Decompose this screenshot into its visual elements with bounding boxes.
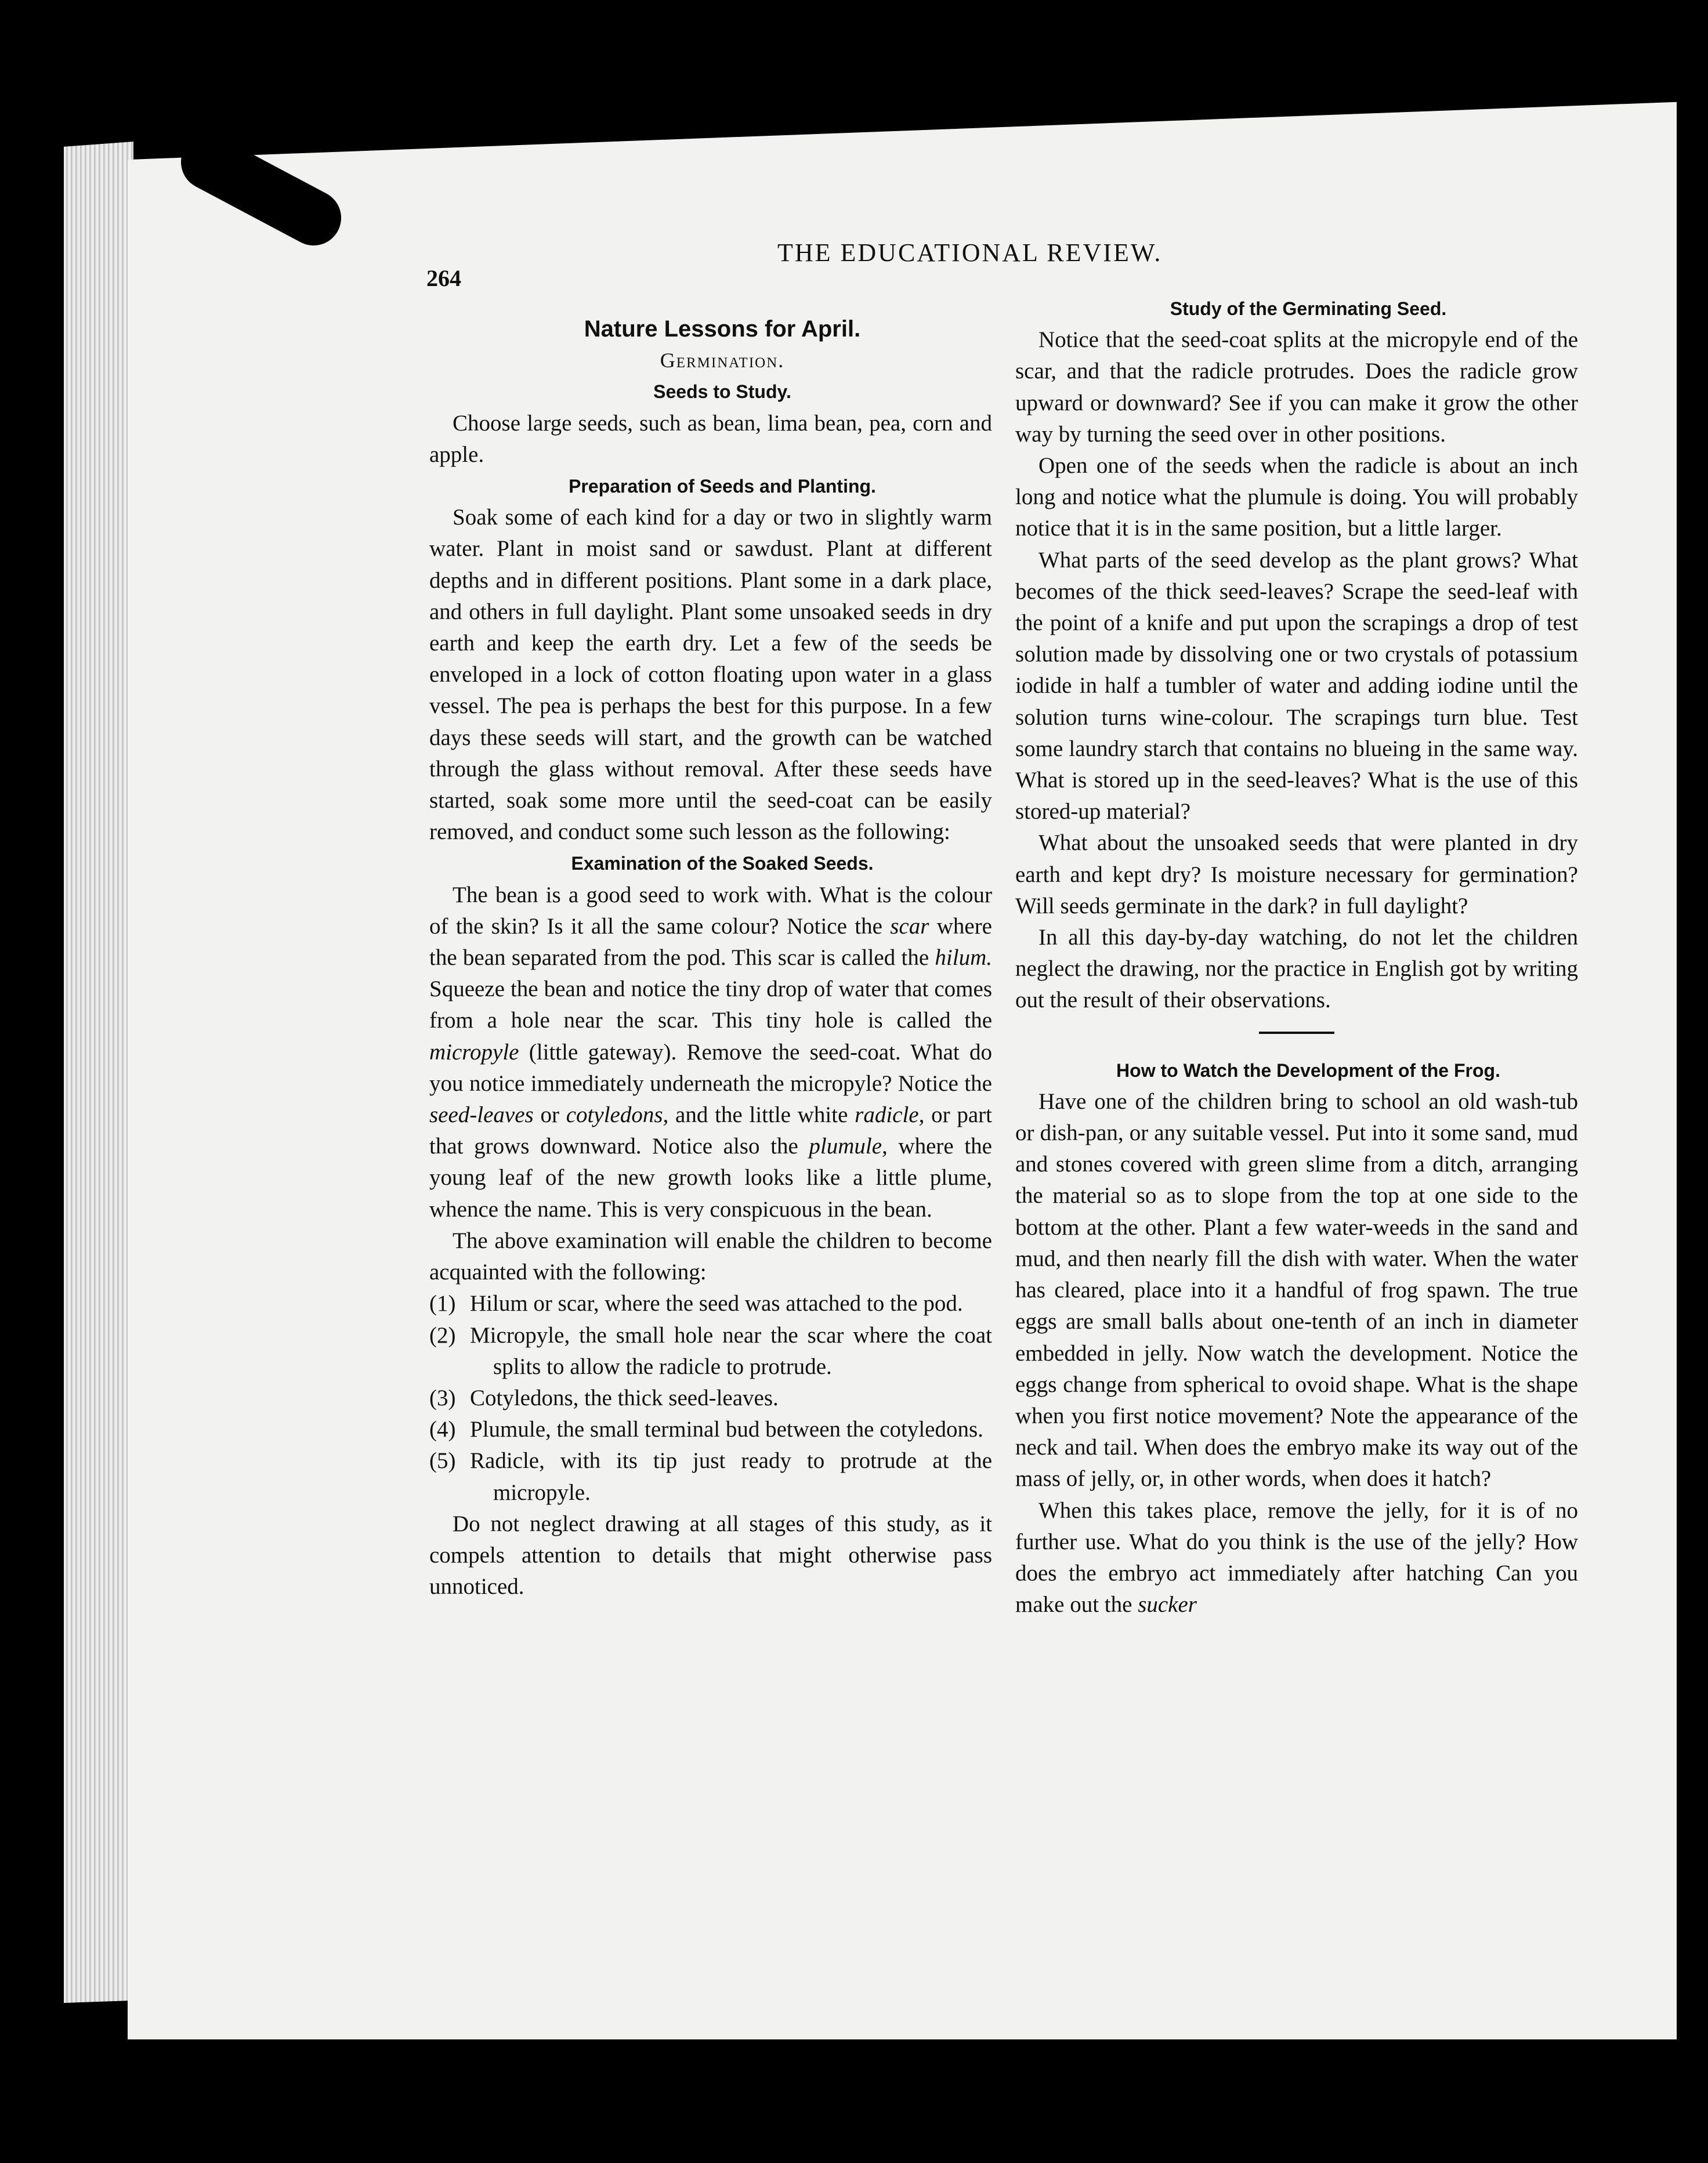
paragraph: Soak some of each kind for a day or two in slightly warm water. Plant in moist sand or sawdust. Plant at different depths and in different positions. Plant some in a dark place, and others in full daylight. Plant some unsoaked seeds in dry earth and keep the earth dry. Let a few of the seeds be enveloped in a lock of cotton floating upon water in a glass vessel. The pea is perhaps the best for this purpose. In a few days these seeds will start, and the growth can be watched through the glass without removal. After these seeds have started, soak some more until the seed-coat can be easily removed, and conduct some such lesson as the following: — [429, 505, 992, 845]
list-item: (4) Plumule, the small terminal bud between the cotyledons. — [429, 1417, 983, 1442]
list-item: (2) Micropyle, the small hole near the scar where the coat splits to allow the radicle to protrude. — [429, 1322, 992, 1379]
article-title: Nature Lessons for April. — [584, 316, 861, 342]
paragraph: Have one of the children bring to school an old wash-tub or dish-pan, or any suitable vessel. Put into it some sand, mud and stones covered with green slime from a ditch, arranging the material so as to slope from the top at one side to the bottom at the other. Plant a few water-weeds in the sand and mud, and then nearly fill the dish with water. When the water has cleared, place into it a handful of frog spawn. The true eggs are small balls about one-tenth of an inch in diameter embedded in jelly. Now watch the development. Notice the eggs change from spherical to ovoid shape. What is the shape when you first notice movement? Note the appearance of the neck and tail. When does the embryo make its way out of the mass of jelly, or, in other words, when does it hatch? — [1015, 1088, 1578, 1492]
article-subtitle: Germination. — [660, 349, 785, 372]
section-heading: How to Watch the Development of the Frog. — [1116, 1059, 1500, 1081]
section-heading: Seeds to Study. — [653, 381, 791, 403]
section-divider — [1259, 1032, 1334, 1034]
paragraph: Do not neglect drawing at all stages of this study, as it compels attention to details that might otherwise pass unnoticed. — [429, 1511, 992, 1600]
paragraph: Choose large seeds, such as bean, lima bean, pea, corn and apple. — [429, 410, 992, 467]
paragraph: The above examination will enable the children to become acquainted with the following: — [429, 1228, 992, 1285]
scan-border — [1677, 0, 1708, 2163]
list-item: (5) Radicle, with its tip just ready to protrude at the micropyle. — [429, 1448, 992, 1505]
book-page-edges — [64, 132, 133, 2003]
paragraph: In all this day-by-day watching, do not let the children neglect the drawing, nor the practice in English got by writing out the result of their observations. — [1015, 925, 1578, 1013]
section-heading: Study of the Germinating Seed. — [1170, 298, 1447, 319]
section-heading: Preparation of Seeds and Planting. — [569, 476, 876, 497]
paragraph: Open one of the seeds when the radicle is about an inch long and notice what the plumule is doing. You will probably notice that it is in the same position, but a little larger. — [1015, 453, 1578, 541]
page-header — [426, 238, 1590, 291]
section-heading: Examination of the Soaked Seeds. — [571, 853, 874, 874]
paragraph: What parts of the seed develop as the plant grows? What becomes of the thick seed-leaves? Scrape the seed-leaf with the point of a knife and put upon the scrapings a drop of test solution made by dissolving one or two crystals of potassium iodide in half a tumbler of water and adding iodine until the solution turns wine-colour. The scrapings turn blue. Test some laundry starch that contains no blueing in the same way. What is stored up in the seed-leaves? What is the use of this stored-up material? — [1015, 547, 1578, 824]
page-number: 264 — [426, 265, 461, 291]
left-column — [429, 313, 992, 1603]
paragraph: The bean is a good seed to work with. What is the colour of the skin? Is it all the same colour? Notice the scar where the bean separated from the pod. This scar is called the hilum. Squeeze the bean and notice the tiny drop of water that comes from a hole near the scar. This tiny hole is called the micropyle (little gateway). Remove the seed-coat. What do you notice immediately underneath the micropyle? Notice the seed-leaves or cotyledons, and the little white radicle, or part that grows downward. Notice also the plumule, where the young leaf of the new growth looks like a little plume, whence the name. This is very conspicuous in the bean. — [429, 882, 992, 1222]
paragraph: When this takes place, remove the jelly, for it is of no further use. What do you think is the use of the jelly? How does the embryo act immediately after hatching Can you make out the sucker — [1015, 1498, 1578, 1618]
paragraph: What about the unsoaked seeds that were planted in dry earth and kept dry? Is moisture necessary for germination? Will seeds germinate in the dark? in full daylight? — [1015, 830, 1578, 918]
list-item: (3) Cotyledons, the thick seed-leaves. — [429, 1385, 779, 1410]
right-column — [1015, 293, 1578, 1621]
list-item: (1) Hilum or scar, where the seed was attached to the pod. — [429, 1291, 963, 1316]
running-title: THE EDUCATIONAL REVIEW. — [777, 238, 1163, 267]
page-content — [426, 238, 1590, 1903]
paragraph: Notice that the seed-coat splits at the micropyle end of the scar, and that the radicle protrudes. Does the radicle grow upward or downward? See if you can make it grow the other way by turning the seed over in other positions. — [1015, 327, 1578, 447]
